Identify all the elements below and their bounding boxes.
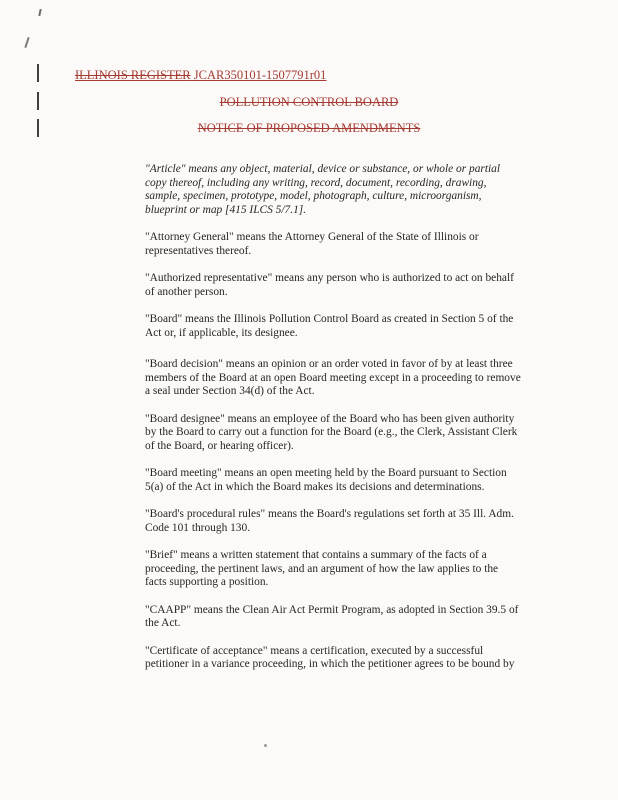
- docket-number: JCAR350101-1507791r01: [190, 68, 327, 82]
- definition-board: "Board" means the Illinois Pollution Control Board as created in Section 5 of the Act or, if applicable, its designee.: [145, 313, 514, 339]
- notice-title: NOTICE OF PROPOSED AMENDMENTS: [197, 121, 421, 135]
- definition-certificate-of-acceptance: "Certificate of acceptance" means a certification, executed by a successful petitioner in a variance proceeding, in which the petitioner agrees to be bound by: [145, 644, 515, 670]
- definition-caapp: "CAAPP" means the Clean Air Act Permit Program, as adopted in Section 39.5 of the Act.: [145, 603, 519, 629]
- scan-artifact-mark: [38, 9, 41, 16]
- definition-board-decision: "Board decision" means an opinion or an order voted in favor of by at least three members of the Board at an open Board meeting except in a proceeding to remove a seal under Section 34(d) of the Act.: [145, 358, 521, 397]
- board-title: POLLUTION CONTROL BOARD: [219, 95, 399, 109]
- scan-artifact-mark: [24, 37, 29, 48]
- document-body: [145, 163, 522, 686]
- document-header: [0, 68, 618, 147]
- definition-boards-procedural-rules: "Board's procedural rules" means the Board's regulations set forth at 35 Ill. Adm. Code 101 through 130.: [145, 508, 514, 534]
- definition-article: "Article" means any object, material, device or substance, or whole or partial copy thereof, including any writing, record, document, recording, drawing, sample, specimen, prototype, model, photograph, culture, microorganism, blueprint or map [415 ILCS 5/7.1].: [145, 163, 501, 216]
- definition-board-meeting: "Board meeting" means an open meeting held by the Board pursuant to Section 5(a) of the Act in which the Board makes its decisions and determinations.: [145, 467, 507, 493]
- definition-brief: "Brief" means a written statement that contains a summary of the facts of a proceeding, the pertinent laws, and an argument of how the law applies to the facts supporting a position.: [145, 549, 499, 588]
- definition-attorney-general: "Attorney General" means the Attorney General of the State of Illinois or representatives thereof.: [145, 231, 479, 257]
- scan-artifact-mark: [264, 744, 267, 747]
- register-line: [75, 68, 618, 83]
- definition-board-designee: "Board designee" means an employee of the Board who has been given authority by the Board to carry out a function for the Board (e.g., the Clerk, Assistant Clerk of the Board, or hearing officer).: [145, 412, 518, 452]
- definition-authorized-representative: "Authorized representative" means any person who is authorized to act on behalf of another person.: [145, 272, 514, 298]
- register-title: ILLINOIS REGISTER: [75, 68, 191, 82]
